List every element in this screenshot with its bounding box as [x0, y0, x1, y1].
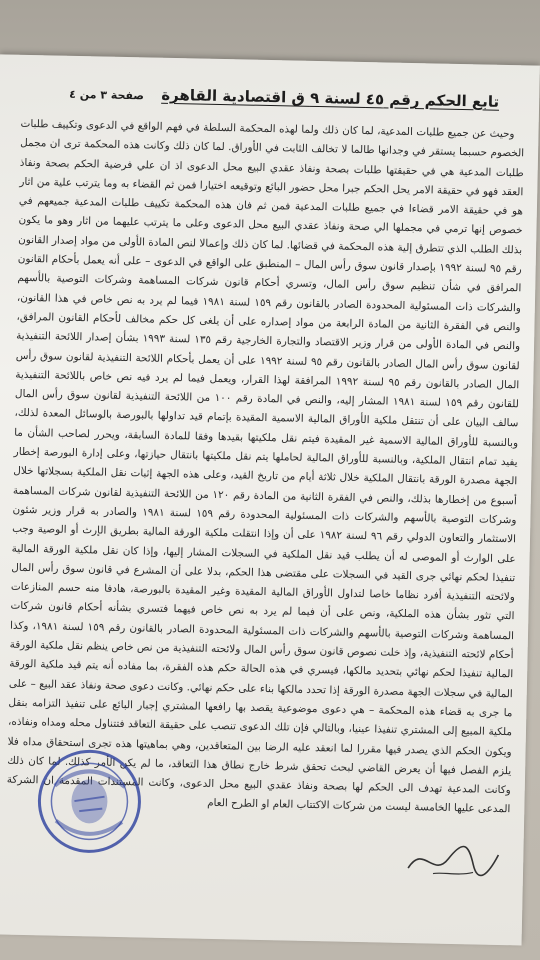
page-number: صفحة ٣ من ٤ — [69, 87, 145, 103]
page-header — [69, 84, 499, 111]
body-paragraph: وحيث عن جميع طلبات المدعية، لما كان ذلك ولما لهذه المحكمة السلطة في فهم الواقع في الدعوى وتكييف طلبات الخصوم حسبما يستقر في وجدانها طالما لا تخالف الثابت في الأوراق. لما كان ذلك وكانت هذه المحكمة ترى ان مجمل طلبات المدعية هي في حقيقتها طلبات بصحة ونفاذ عقدي البيع محل الدعوى اذ ان علي فرضية الحكم بصحة ونفاذ العقد فهو في حقيقة الامر يحل الحكم جبرا محل حضور البائع وتوقيعه اختيارا فمن ثم القضاء به وما يترتب علية من اثار هو في حقيقة الامر قضاءا في جميع طلبات المدعية فمن ثم فان هذه المحكمة تكييف طلبات المدعية جميعهم في خصوص إنها ترمي في مجملها الي صحة ونفاذ عقدي البيع محل الدعوى وعلى ما يترتب عليهما من اثار وهو ما يكون بذلك الطلب الذي تتطرق إلية هذه المحكمة في قضائها. لما كان ذلك وإعمالا لنص المادة الأولى من مواد إصدار القانون رقم ٩٥ لسنة ١٩٩٢ بإصدار قانون سوق رأس المال – المنطبق على الواقع في الدعوى – على أنه يعمل بأحكام القانون المرافق في شأن تنظيم سوق رأس المال، وتسري أحكام قانون شركات المساهمة وشركات التوصية بالأسهم والشركات ذات المسئولية المحدودة الصادر بالقانون رقم ١٥٩ لسنة ١٩٨١ فيما لم يرد به نص خاص في هذا القانون، والنص في الفقرة الثانية من المادة الرابعة من مواد إصداره على أن يلغى كل حكم مخالف لأحكام القانون المرافق، والنص في المادة الأولى من قرار وزير الاقتصاد والتجارة الخارجية رقم ١٣٥ لسنة ١٩٩٣ بشأن إصدار اللائحة التنفيذية لقانون سوق رأس المال الصادر بالقانون رقم ٩٥ لسنة ١٩٩٢ على أن يعمل بأحكام اللائحة التنفيذية لقانون سوق رأس المال الصادر بالقانون رقم ٩٥ لسنة ١٩٩٢ المرافقة لهذا القرار، ويعمل فيما لم يرد فيه نص خاص باللائحة التنفيذية للقانون رقم ١٥٩ لسنة ١٩٨١ المشار إليه، والنص في المادة رقم ١٠٠ من اللائحة التنفيذية لقانون سوق رأس المال سالف البيان على أن تنتقل ملكية الأوراق المالية الاسمية المقيدة بإتمام قيد تداولها بالبورصة بالوسائل المعدة لذلك، وبالنسبة للأوراق المالية الاسمية غير المقيدة فيتم نقل ملكيتها بقيدها وفقا للمادة السابقة، ويحرر لصاحب الشأن ما يفيد تمام انتقال الملكية، وبالنسبة للأوراق المالية لحاملها يتم نقل ملكيتها بانتقال حيازتها، وعلى إدارة البورصة إخطار الجهة مصدرة الورقة بانتقال الملكية خلال ثلاثة أيام من تاريخ القيد، وعلى هذه الجهة إثبات نقل الملكية بسجلاتها خلال أسبوع من إخطارها بذلك، والنص في الفقرة الثانية من المادة رقم ١٢٠ من اللائحة التنفيذية لقانون شركات المساهمة وشركات التوصية بالأسهم والشركات ذات المسئولية المحدودة رقم ١٥٩ لسنة ١٩٨١ والصادر به قرار وزير شئون الاستثمار والتعاون الدولي رقم ٩٦ لسنة ١٩٨٢ على أن وإذا انتقلت ملكية الورقة المالية بطريق الإرث أو الوصية وجب على الوارث أو الموصى له أن يطلب قيد نقل الملكية في السجلات المشار إليها، وإذا كان نقل ملكية الورقة المالية تنفيذا لحكم نهائي جرى القيد في السجلات على مقتضى هذا الحكم، بدلا على أن المشرع في قانون سوق رأس المال ولائحته التنفيذية أفرد نظاما خاصا لتداول الأوراق المالية المقيدة وغير المقيدة بالبورصة، هادفا منه حسم المنازعات التي تثور بشأن هذه الملكية، ونص على أن فيما لم يرد به نص خاص فيهما فتسري بشأنه أحكام قانون شركات المساهمة وشركات التوصية بالأسهم والشركات ذات المسئولية المحدودة الصادر بالقانون رقم ١٥٩ لسنة ١٩٨١، وكذا أحكام لائحته التنفيذية، وإذ خلت نصوص قانون سوق رأس المال ولائحته التنفيذية من نص خاص ينظم نقل ملكية الورقة المالية تنفيذا لحكم نهائي بتحديد مالكها، فيسري في هذه الحالة حكم هذه الفقرة، بما مفاده أنه يتم قيد ملكية الورقة المالية في سجلات الجهة مصدرة الورقة إذا تحدد مالكها بناء على حكم نهائي. وكانت دعوى صحة ونفاذ عقد البيع – على ما جرى به قضاء هذه المحكمة – هي دعوى موضوعية يقصد بها رافعها المشتري إجبار البائع على تنفيذ التزامه بنقل ملكية المبيع إلى المشتري تنفيذا عينيا، وبالتالي فإن تلك الدعوى تنصب على حقيقة التعاقد فتتناول محله ومداه ونفاذه، ويكون الحكم الذي يصدر فيها مقررا لما انعقد عليه الرضا بين المتعاقدين، وهي بماهيتها هذه تجرى استحقاق مداه فلا يلزم الفصل فيها أن يعرض القاضي لبحث تحقق شرط خارج نطاق هذا التعاقد، ما لم يكن الأمر كذلك. لما كان ذلك وكانت المدعية تهدف الى الحكم لها بصحة ونفاذ عقدي البيع محل الدعوى، وكانت المستندات المقدمة ان الشركة المدعى عليها الخامسة ليست من شركات الاكتتاب العام او الطرح العام — [6, 117, 525, 816]
document-page — [0, 54, 540, 945]
judgment-body — [6, 115, 524, 820]
judgment-title: تابع الحكم رقم ٤٥ لسنة ٩ ق اقتصادية القاهرة — [161, 85, 500, 111]
signature — [403, 833, 504, 885]
court-stamp — [33, 745, 145, 857]
